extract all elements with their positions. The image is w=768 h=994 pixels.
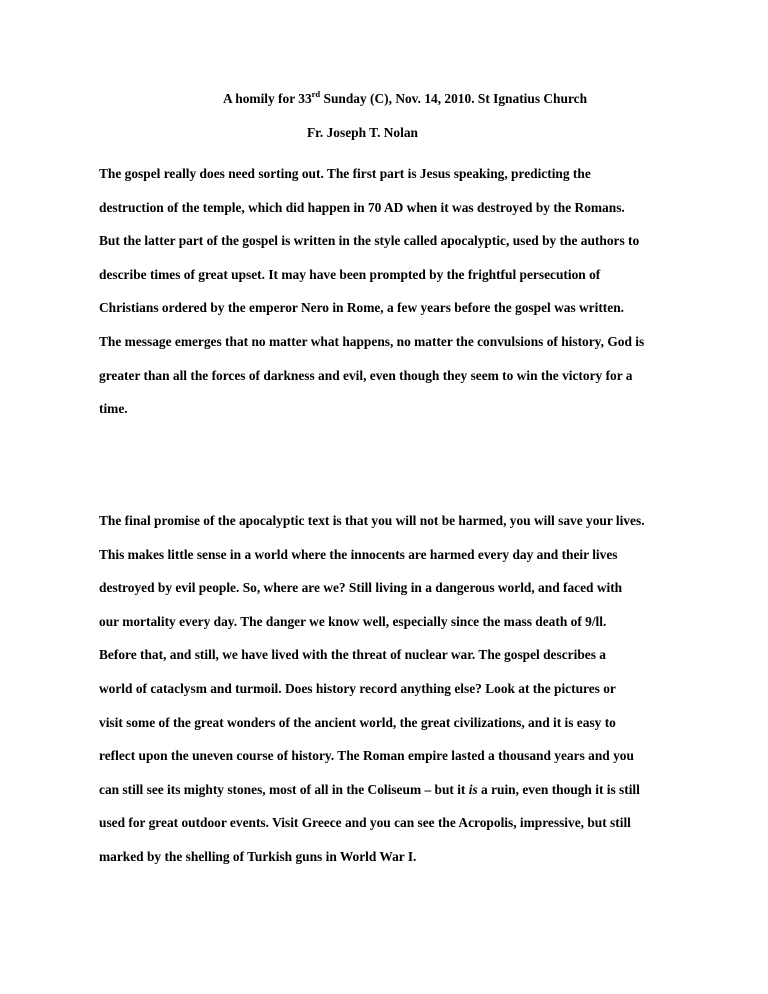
paragraph-line: Before that, and still, we have lived with the threat of nuclear war. The gospel describes a — [99, 647, 606, 663]
italic-emphasis: is — [468, 781, 478, 797]
paragraph-line: reflect upon the uneven course of history. The Roman empire lasted a thousand years and you — [99, 748, 634, 764]
paragraph-line: destruction of the temple, which did happen in 70 AD when it was destroyed by the Romans. — [99, 199, 625, 215]
paragraph-line: Christians ordered by the emperor Nero in Rome, a few years before the gospel was written. — [99, 300, 625, 316]
paragraph-line — [99, 782, 645, 816]
paragraph-line: marked by the shelling of Turkish guns in World War I. — [99, 848, 417, 864]
paragraph-line: The final promise of the apocalyptic text is that you will not be harmed, you will save your lives. — [99, 513, 645, 528]
homily-author: Fr. Joseph T. Nolan — [307, 125, 418, 140]
paragraph-1 — [99, 166, 644, 435]
paragraph-line: destroyed by evil people. So, where are we? Still living in a dangerous world, and faced with — [99, 580, 623, 596]
line-text-end: a ruin, even though it is still — [477, 781, 640, 797]
paragraph-line: This makes little sense in a world where the innocents are harmed every day and their lives — [99, 546, 618, 562]
title-text-start: A homily for 33 — [223, 91, 312, 106]
paragraph-line: time. — [99, 401, 128, 417]
paragraph-line: our mortality every day. The danger we know well, especially since the mass death of 9/ll. — [99, 613, 607, 629]
paragraph-line: describe times of great upset. It may have been prompted by the frightful persecution of — [99, 266, 601, 282]
paragraph-line: used for great outdoor events. Visit Greece and you can see the Acropolis, impressive, but still — [99, 815, 631, 831]
title-text-end: Sunday (C), Nov. 14, 2010. St Ignatius Church — [320, 91, 588, 106]
paragraph-line: But the latter part of the gospel is written in the style called apocalyptic, used by the authors to — [99, 233, 640, 249]
line-text-start: can still see its mighty stones, most of all in the Coliseum – but it — [99, 781, 469, 797]
paragraph-2 — [99, 513, 645, 883]
homily-title — [223, 88, 588, 107]
paragraph-line: greater than all the forces of darkness and evil, even though they seem to win the victory for a — [99, 367, 633, 383]
paragraph-line: visit some of the great wonders of the ancient world, the great civilizations, and it is easy to — [99, 714, 616, 730]
paragraph-line: The message emerges that no matter what happens, no matter the convulsions of history, God is — [99, 333, 645, 349]
title-ordinal-superscript: rd — [311, 88, 321, 99]
paragraph-line: world of cataclysm and turmoil. Does history record anything else? Look at the pictures or — [99, 680, 616, 696]
paragraph-line: The gospel really does need sorting out. The first part is Jesus speaking, predicting the — [99, 166, 591, 181]
